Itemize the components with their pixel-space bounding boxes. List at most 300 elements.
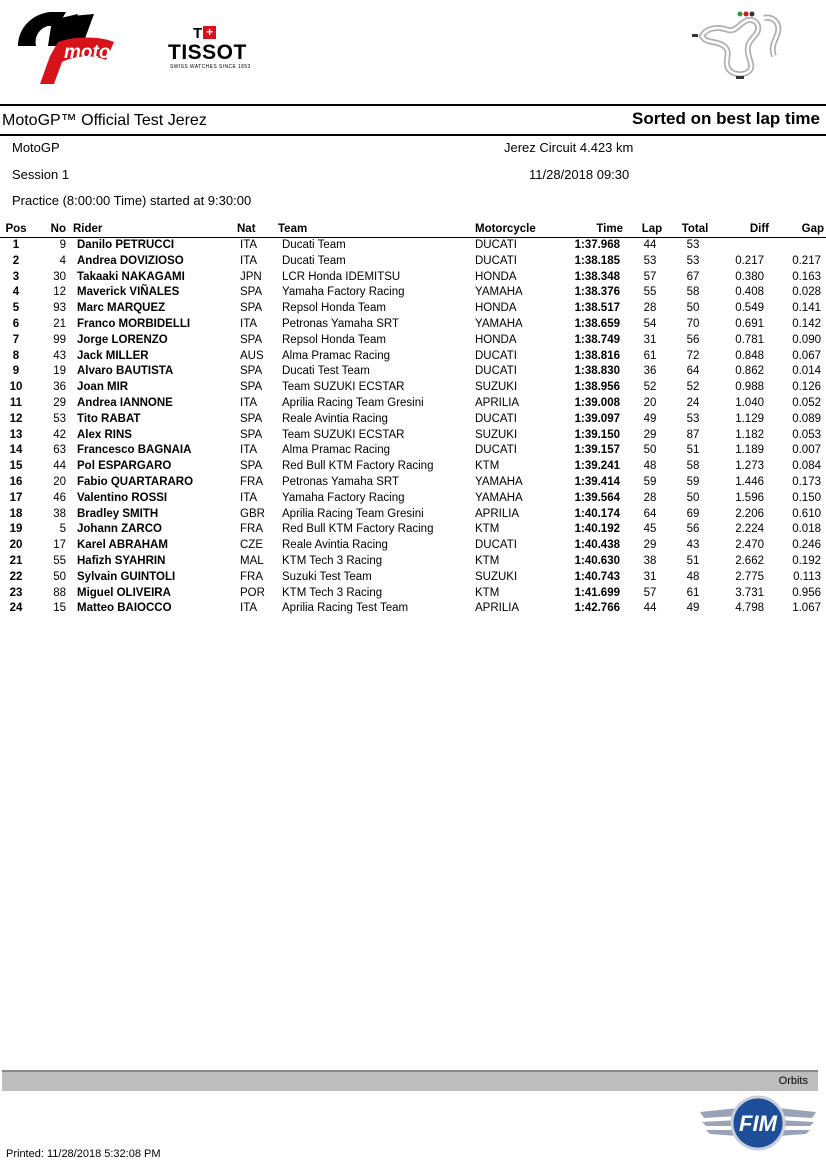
cell-time: 1:40.438 <box>574 539 620 552</box>
cell-rider: Johann ZARCO <box>77 523 162 536</box>
table-row <box>0 380 826 396</box>
motogp-logo-text: motoGP <box>64 42 138 63</box>
cell-motorcycle: DUCATI <box>475 365 517 378</box>
cell-motorcycle: APRILIA <box>475 507 520 520</box>
cell-motorcycle: YAMAHA <box>475 317 523 330</box>
cell-lap: 31 <box>643 570 657 583</box>
cell-time: 1:39.564 <box>574 491 620 504</box>
cell-lap: 28 <box>643 302 657 315</box>
cell-time: 1:38.348 <box>574 270 620 283</box>
table-row <box>0 254 826 270</box>
cell-total: 70 <box>686 317 700 330</box>
cell-total: 50 <box>686 491 700 504</box>
cell-lap: 57 <box>643 270 657 283</box>
cell-motorcycle: HONDA <box>475 333 517 346</box>
cell-time: 1:41.699 <box>574 586 620 599</box>
swiss-cross-icon: + <box>203 26 216 39</box>
cell-lap: 28 <box>643 491 657 504</box>
cell-rider: Alvaro BAUTISTA <box>77 365 174 378</box>
cell-team: Aprilia Racing Team Gresini <box>282 507 424 520</box>
col-header-nat: Nat <box>237 223 256 235</box>
cell-motorcycle: APRILIA <box>475 396 520 409</box>
cell-nat: AUS <box>240 349 264 362</box>
cell-no: 15 <box>53 602 66 615</box>
cell-nat: GBR <box>240 507 265 520</box>
cell-nat: MAL <box>240 554 264 567</box>
cell-pos: 7 <box>12 333 20 346</box>
cell-diff: 3.731 <box>735 586 764 599</box>
cell-diff: 1.446 <box>735 475 764 488</box>
cell-motorcycle: YAMAHA <box>475 286 523 299</box>
cell-lap: 57 <box>643 586 657 599</box>
cell-nat: SPA <box>240 302 263 315</box>
cell-diff: 2.775 <box>735 570 764 583</box>
track-map-icon <box>688 6 798 82</box>
cell-nat: FRA <box>240 570 263 583</box>
cell-rider: Sylvain GUINTOLI <box>77 570 176 583</box>
tissot-logo <box>168 26 258 72</box>
session-datetime: 11/28/2018 09:30 <box>529 167 630 182</box>
table-row <box>0 396 826 412</box>
cell-time: 1:40.630 <box>574 554 620 567</box>
cell-no: 88 <box>53 586 66 599</box>
table-row <box>0 491 826 507</box>
cell-team: Ducati Team <box>282 254 346 267</box>
cell-time: 1:40.743 <box>574 570 620 583</box>
cell-total: 67 <box>686 270 700 283</box>
cell-gap: 0.084 <box>792 460 821 473</box>
cell-gap: 0.217 <box>792 254 821 267</box>
cell-team: Team SUZUKI ECSTAR <box>282 381 405 394</box>
cell-gap: 0.067 <box>792 349 821 362</box>
table-row <box>0 349 826 365</box>
cell-total: 64 <box>686 365 700 378</box>
cell-gap: 0.053 <box>792 428 821 441</box>
col-header-no: No <box>50 223 66 235</box>
cell-total: 72 <box>686 349 700 362</box>
cell-lap: 50 <box>643 444 657 457</box>
cell-rider: Fabio QUARTARARO <box>77 475 194 488</box>
cell-diff: 0.862 <box>735 365 764 378</box>
cell-nat: FRA <box>240 523 263 536</box>
cell-team: Ducati Team <box>282 239 346 251</box>
cell-lap: 53 <box>643 254 657 267</box>
cell-motorcycle: KTM <box>475 586 500 599</box>
cell-total: 53 <box>686 254 700 267</box>
cell-nat: ITA <box>240 254 258 267</box>
cell-no: 38 <box>53 507 66 520</box>
cell-gap: 0.142 <box>792 317 821 330</box>
cell-no: 36 <box>53 381 66 394</box>
cell-time: 1:38.376 <box>574 286 620 299</box>
cell-diff: 1.596 <box>735 491 764 504</box>
cell-diff: 1.182 <box>735 428 764 441</box>
cell-team: Red Bull KTM Factory Racing <box>282 523 434 536</box>
cell-motorcycle: SUZUKI <box>475 428 518 441</box>
col-header-pos: Pos <box>5 223 27 235</box>
cell-lap: 52 <box>643 381 657 394</box>
cell-time: 1:38.659 <box>574 317 620 330</box>
cell-time: 1:39.008 <box>574 396 620 409</box>
cell-diff: 2.206 <box>735 507 764 520</box>
cell-gap: 0.089 <box>792 412 821 425</box>
cell-no: 30 <box>53 270 66 283</box>
tissot-cross-mark <box>193 26 216 42</box>
table-header <box>0 222 826 238</box>
cell-gap: 0.126 <box>792 381 821 394</box>
cell-pos: 24 <box>9 602 23 615</box>
cell-motorcycle: DUCATI <box>475 539 517 552</box>
cell-pos: 8 <box>12 349 20 362</box>
title-bar <box>0 104 826 136</box>
cell-total: 59 <box>686 475 700 488</box>
cell-pos: 15 <box>9 460 23 473</box>
cell-rider: Jack MILLER <box>77 349 149 362</box>
cell-team: Suzuki Test Team <box>282 570 372 583</box>
cell-pos: 5 <box>12 302 20 315</box>
cell-total: 58 <box>686 460 700 473</box>
cell-no: 55 <box>53 554 66 567</box>
cell-time: 1:38.185 <box>574 254 620 267</box>
col-header-gap: Gap <box>801 223 824 235</box>
cell-diff: 4.798 <box>735 602 764 615</box>
timing-provider: Orbits <box>778 1075 808 1087</box>
cell-lap: 38 <box>643 554 657 567</box>
cell-diff: 0.380 <box>735 270 764 283</box>
cell-no: 43 <box>53 349 66 362</box>
table-row <box>0 317 826 333</box>
cell-motorcycle: APRILIA <box>475 602 520 615</box>
cell-team: LCR Honda IDEMITSU <box>282 270 401 283</box>
cell-no: 19 <box>53 365 66 378</box>
col-header-team: Team <box>278 223 308 235</box>
cell-diff: 1.129 <box>735 412 764 425</box>
cell-no: 42 <box>53 428 66 441</box>
cell-time: 1:42.766 <box>574 602 620 615</box>
cell-pos: 16 <box>9 475 23 488</box>
cell-pos: 4 <box>12 286 20 299</box>
cell-gap: 0.163 <box>792 270 821 283</box>
cell-rider: Franco MORBIDELLI <box>77 317 191 330</box>
cell-nat: POR <box>240 586 265 599</box>
cell-pos: 2 <box>12 254 20 267</box>
table-row <box>0 554 826 570</box>
cell-motorcycle: DUCATI <box>475 254 517 267</box>
table-row <box>0 301 826 317</box>
cell-motorcycle: KTM <box>475 523 500 536</box>
cell-nat: SPA <box>240 460 263 473</box>
cell-total: 49 <box>686 602 700 615</box>
cell-lap: 61 <box>643 349 657 362</box>
cell-no: 5 <box>59 523 66 536</box>
cell-pos: 10 <box>9 381 23 394</box>
cell-rider: Marc MARQUEZ <box>77 302 166 315</box>
cell-diff: 2.224 <box>735 523 764 536</box>
cell-rider: Takaaki NAKAGAMI <box>77 270 185 283</box>
cell-team: KTM Tech 3 Racing <box>282 554 383 567</box>
circuit-label: Jerez Circuit 4.423 km <box>504 140 634 155</box>
table-row <box>0 507 826 523</box>
cell-gap: 0.052 <box>792 396 821 409</box>
cell-total: 56 <box>686 333 700 346</box>
cell-diff: 0.408 <box>735 286 764 299</box>
cell-team: Yamaha Factory Racing <box>282 491 405 504</box>
table-row <box>0 601 826 617</box>
cell-time: 1:38.956 <box>574 381 620 394</box>
cell-total: 53 <box>686 239 700 251</box>
practice-info: Practice (8:00:00 Time) started at 9:30:00 <box>12 193 252 208</box>
cell-no: 99 <box>53 333 66 346</box>
class-label: MotoGP <box>12 140 60 155</box>
cell-total: 56 <box>686 523 700 536</box>
cell-lap: 48 <box>643 460 657 473</box>
cell-time: 1:40.192 <box>574 523 620 536</box>
cell-no: 9 <box>59 239 66 251</box>
table-row <box>0 270 826 286</box>
cell-motorcycle: HONDA <box>475 302 517 315</box>
cell-nat: JPN <box>240 270 262 283</box>
cell-gap: 0.113 <box>793 570 821 583</box>
cell-no: 93 <box>53 302 66 315</box>
cell-total: 48 <box>686 570 700 583</box>
cell-gap: 0.173 <box>792 475 821 488</box>
cell-gap: 1.067 <box>792 602 821 615</box>
cell-motorcycle: YAMAHA <box>475 491 523 504</box>
cell-total: 24 <box>686 396 700 409</box>
cell-lap: 44 <box>643 602 657 615</box>
cell-pos: 18 <box>9 507 23 520</box>
cell-gap: 0.141 <box>792 302 821 315</box>
table-row <box>0 586 826 602</box>
cell-pos: 6 <box>12 317 20 330</box>
cell-lap: 29 <box>643 428 657 441</box>
table-row <box>0 412 826 428</box>
cell-total: 61 <box>686 586 700 599</box>
cell-diff: 0.691 <box>735 317 764 330</box>
cell-lap: 36 <box>643 365 657 378</box>
cell-rider: Francesco BAGNAIA <box>77 444 192 457</box>
cell-lap: 55 <box>643 286 657 299</box>
fim-logo-text: FIM <box>739 1111 777 1136</box>
table-row <box>0 459 826 475</box>
cell-rider: Jorge LORENZO <box>77 333 168 346</box>
cell-motorcycle: HONDA <box>475 270 517 283</box>
cell-team: Team SUZUKI ECSTAR <box>282 428 405 441</box>
cell-time: 1:39.241 <box>574 460 620 473</box>
cell-gap: 0.007 <box>792 444 821 457</box>
motogp-logo <box>14 6 159 84</box>
cell-diff: 1.040 <box>735 396 764 409</box>
cell-pos: 20 <box>9 539 23 552</box>
cell-nat: ITA <box>240 491 258 504</box>
cell-lap: 45 <box>643 523 657 536</box>
cell-diff: 0.217 <box>735 254 764 267</box>
cell-lap: 29 <box>643 539 657 552</box>
cell-nat: CZE <box>240 539 263 552</box>
cell-pos: 23 <box>9 586 23 599</box>
cell-diff: 0.549 <box>735 302 764 315</box>
cell-rider: Alex RINS <box>77 428 132 441</box>
cell-nat: ITA <box>240 444 258 457</box>
cell-lap: 49 <box>643 412 657 425</box>
cell-gap: 0.028 <box>792 286 821 299</box>
cell-no: 50 <box>53 570 66 583</box>
cell-team: Ducati Test Team <box>282 365 370 378</box>
cell-rider: Bradley SMITH <box>77 507 159 520</box>
cell-no: 44 <box>53 460 66 473</box>
cell-motorcycle: KTM <box>475 460 500 473</box>
footer-bar <box>2 1070 818 1091</box>
cell-pos: 12 <box>9 412 23 425</box>
cell-time: 1:39.097 <box>574 412 620 425</box>
cell-diff: 1.273 <box>735 460 764 473</box>
fim-logo <box>698 1094 818 1152</box>
cell-nat: SPA <box>240 333 263 346</box>
cell-pos: 13 <box>9 428 23 441</box>
cell-team: Reale Avintia Racing <box>282 539 388 552</box>
cell-rider: Tito RABAT <box>77 412 141 425</box>
cell-nat: ITA <box>240 602 258 615</box>
cell-lap: 44 <box>643 239 657 251</box>
cell-time: 1:39.150 <box>574 428 620 441</box>
cell-diff: 2.470 <box>735 539 764 552</box>
cell-nat: FRA <box>240 475 263 488</box>
cell-diff: 0.988 <box>735 381 764 394</box>
cell-total: 52 <box>686 381 700 394</box>
col-header-time: Time <box>596 223 623 235</box>
cell-gap: 0.246 <box>792 539 821 552</box>
table-row <box>0 570 826 586</box>
table-row <box>0 443 826 459</box>
cell-motorcycle: YAMAHA <box>475 475 523 488</box>
cell-team: Repsol Honda Team <box>282 302 386 315</box>
cell-motorcycle: DUCATI <box>475 412 517 425</box>
cell-time: 1:38.517 <box>574 302 620 315</box>
cell-time: 1:38.749 <box>574 333 620 346</box>
cell-rider: Andrea IANNONE <box>77 396 173 409</box>
cell-nat: ITA <box>240 396 258 409</box>
cell-nat: SPA <box>240 381 263 394</box>
cell-time: 1:40.174 <box>574 507 620 520</box>
cell-lap: 64 <box>643 507 657 520</box>
cell-rider: Andrea DOVIZIOSO <box>77 254 184 267</box>
table-row <box>0 475 826 491</box>
cell-rider: Pol ESPARGARO <box>77 460 172 473</box>
cell-team: Petronas Yamaha SRT <box>282 475 399 488</box>
cell-motorcycle: DUCATI <box>475 349 517 362</box>
cell-no: 53 <box>53 412 66 425</box>
tissot-t: T <box>193 25 203 42</box>
cell-rider: Danilo PETRUCCI <box>77 239 175 251</box>
cell-no: 4 <box>59 254 66 267</box>
cell-team: Red Bull KTM Factory Racing <box>282 460 434 473</box>
cell-rider: Karel ABRAHAM <box>77 539 168 552</box>
tissot-tagline: SWISS WATCHES SINCE 1853 <box>170 64 251 70</box>
cell-motorcycle: KTM <box>475 554 500 567</box>
cell-rider: Miguel OLIVEIRA <box>77 586 171 599</box>
cell-team: Aprilia Racing Team Gresini <box>282 396 424 409</box>
cell-rider: Valentino ROSSI <box>77 491 168 504</box>
cell-time: 1:39.414 <box>574 475 620 488</box>
cell-team: Alma Pramac Racing <box>282 444 391 457</box>
cell-nat: ITA <box>240 317 258 330</box>
cell-lap: 31 <box>643 333 657 346</box>
cell-total: 87 <box>686 428 700 441</box>
cell-nat: SPA <box>240 428 263 441</box>
cell-pos: 1 <box>12 239 20 251</box>
cell-motorcycle: SUZUKI <box>475 570 518 583</box>
cell-pos: 14 <box>9 444 23 457</box>
cell-gap: 0.956 <box>792 586 821 599</box>
cell-team: KTM Tech 3 Racing <box>282 586 383 599</box>
cell-total: 43 <box>686 539 700 552</box>
cell-motorcycle: DUCATI <box>475 239 517 251</box>
cell-rider: Hafizh SYAHRIN <box>77 554 166 567</box>
cell-total: 51 <box>686 554 700 567</box>
cell-gap: 0.014 <box>792 365 821 378</box>
cell-team: Yamaha Factory Racing <box>282 286 405 299</box>
cell-no: 46 <box>53 491 66 504</box>
cell-total: 58 <box>686 286 700 299</box>
cell-total: 69 <box>686 507 700 520</box>
cell-time: 1:38.830 <box>574 365 620 378</box>
cell-total: 53 <box>686 412 700 425</box>
cell-rider: Maverick VIÑALES <box>77 286 180 299</box>
cell-pos: 3 <box>12 270 20 283</box>
page-title: MotoGP™ Official Test Jerez <box>2 112 207 129</box>
cell-pos: 9 <box>12 365 20 378</box>
cell-motorcycle: DUCATI <box>475 444 517 457</box>
cell-no: 63 <box>53 444 66 457</box>
cell-pos: 22 <box>9 570 23 583</box>
cell-team: Petronas Yamaha SRT <box>282 317 399 330</box>
cell-team: Reale Avintia Racing <box>282 412 388 425</box>
cell-time: 1:37.968 <box>574 239 620 251</box>
cell-motorcycle: SUZUKI <box>475 381 518 394</box>
table-row <box>0 538 826 554</box>
cell-lap: 59 <box>643 475 657 488</box>
cell-team: Aprilia Racing Test Team <box>282 602 409 615</box>
col-header-motorcycle: Motorcycle <box>475 223 536 235</box>
cell-lap: 20 <box>643 396 657 409</box>
table-row <box>0 238 826 254</box>
table-body <box>0 238 826 617</box>
cell-pos: 11 <box>9 396 23 409</box>
cell-diff: 1.189 <box>735 444 764 457</box>
cell-pos: 17 <box>9 491 23 504</box>
col-header-lap: Lap <box>641 223 663 235</box>
cell-total: 51 <box>686 444 700 457</box>
col-header-diff: Diff <box>749 223 769 235</box>
cell-diff: 0.781 <box>735 333 764 346</box>
cell-nat: SPA <box>240 286 263 299</box>
printed-timestamp: Printed: 11/28/2018 5:32:08 PM <box>6 1148 161 1160</box>
cell-lap: 54 <box>643 317 657 330</box>
cell-gap: 0.150 <box>792 491 821 504</box>
cell-rider: Matteo BAIOCCO <box>77 602 172 615</box>
cell-pos: 19 <box>9 523 23 536</box>
table-row <box>0 428 826 444</box>
cell-team: Repsol Honda Team <box>282 333 386 346</box>
table-row <box>0 364 826 380</box>
cell-nat: SPA <box>240 365 263 378</box>
col-header-total: Total <box>681 223 709 235</box>
session-label: Session 1 <box>12 167 70 182</box>
cell-team: Alma Pramac Racing <box>282 349 391 362</box>
cell-no: 20 <box>53 475 66 488</box>
table-row <box>0 333 826 349</box>
cell-gap: 0.090 <box>792 333 821 346</box>
